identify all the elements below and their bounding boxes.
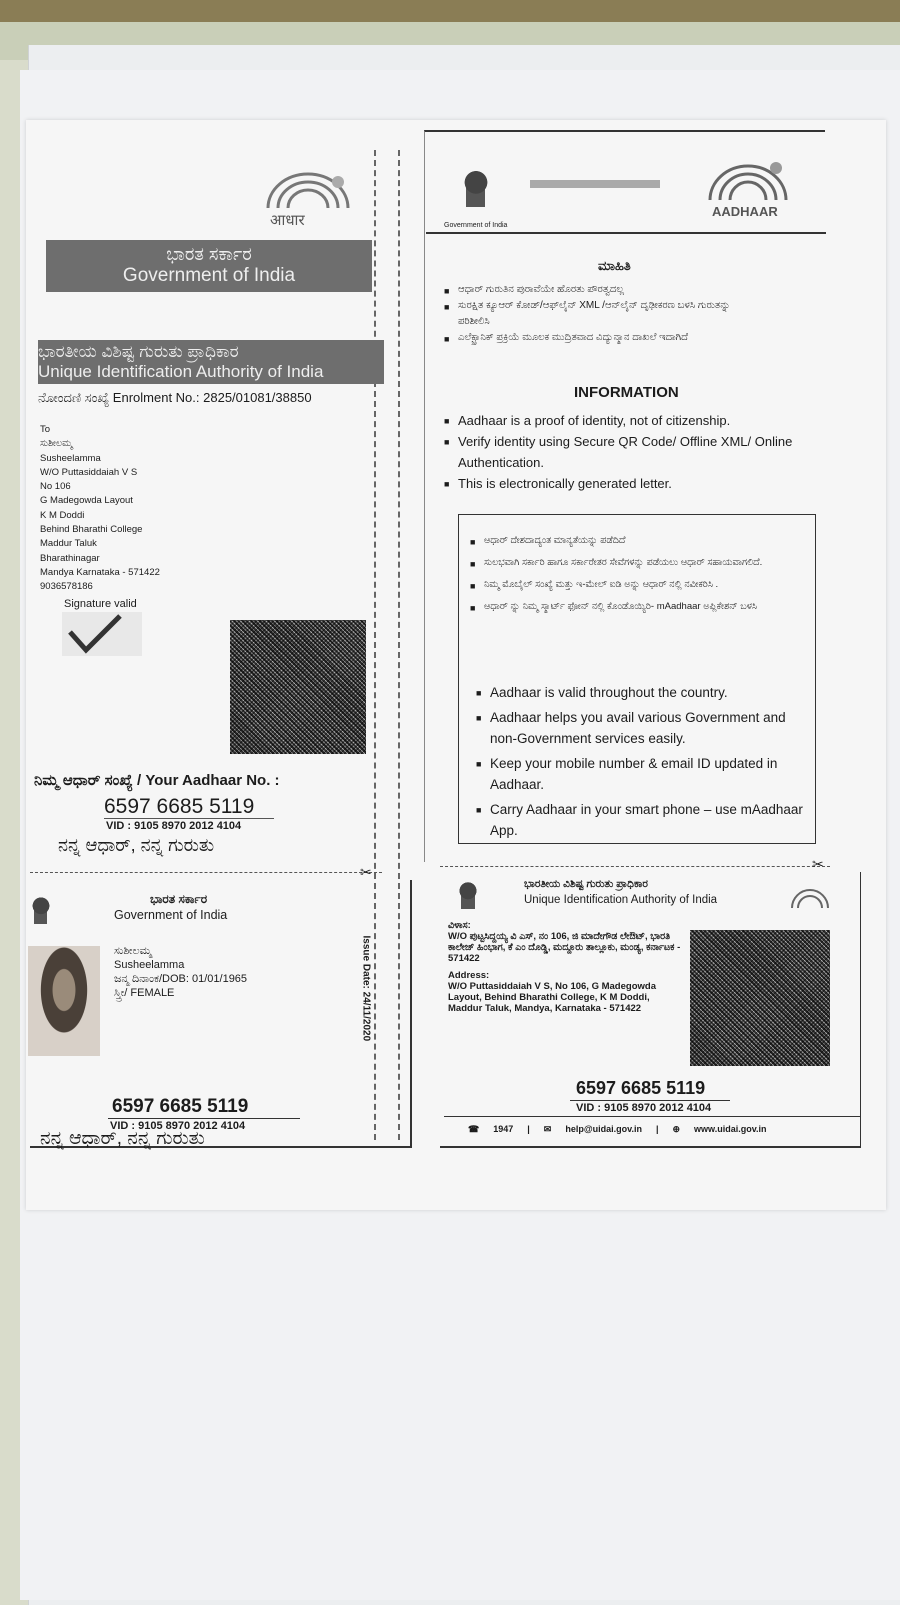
- info-item: ■ Aadhaar is a proof of identity, not of citizenship.: [444, 410, 824, 431]
- globe-icon: ⊕: [672, 1124, 681, 1134]
- information-list: [444, 410, 824, 494]
- box-en-item: ■ Aadhaar is valid throughout the country.: [476, 682, 806, 703]
- box-en-item: ■ Aadhaar helps you avail various Government and non-Government services easily.: [476, 707, 806, 749]
- gov-header-band: [46, 240, 372, 292]
- contact-footer: [468, 1124, 767, 1135]
- info-kn-item: ■ ಸುರಕ್ಷಿತ ಕ್ಯೂಆರ್ ಕೋಡ್/ಆಫ್‌ಲೈನ್ XML /ಆನ್‌ಲೈನ್ ದೃಢೀಕರಣ ಬಳಸಿ ಗುರುತನ್ನು ಪರಿಶೀಲಿಸಿ: [444, 298, 754, 330]
- aadhaar-logo-icon: [258, 168, 358, 216]
- card-tagline-kannada: ನನ್ನ ಆಧಾರ್, ನನ್ನ ಗುರುತು: [40, 1128, 205, 1149]
- card-vid: VID : 9105 8970 2012 4104: [576, 1102, 712, 1114]
- uidai-kannada: ಭಾರತೀಯ ವಿಶಿಷ್ಟ ಗುರುತು ಪ್ರಾಧಿಕಾರ: [38, 342, 239, 361]
- scissors-icon: ✂: [812, 856, 824, 872]
- card-vid: VID : 9105 8970 2012 4104: [110, 1120, 246, 1132]
- card-number-underline: [570, 1100, 730, 1101]
- redacted-text: [530, 180, 660, 188]
- header-rule: [426, 232, 826, 234]
- card-gov-english: Government of India: [114, 908, 228, 922]
- address-line: W/O Puttasiddaiah V S: [40, 466, 138, 478]
- address-kannada: W/O ಪುಟ್ಟಸಿದ್ದಯ್ಯ ವಿ ಎಸ್, ನಂ 106, ಜಿ ಮಾದೇಗೌಡ ಲೇಔಟ್, ಭಾರತಿ ಕಾಲೇಜ್ ಹಿಂಭಾಗ, ಕೆ ಎಂ ದೊಡ್ಡಿ, ಮದ್ದೂರು ತಾಲ್ಲೂಕು, ಮಂಡ್ಯ, ಕರ್ನಾಟಕ - 571422: [448, 931, 681, 964]
- info-item: ■ This is electronically generated letter.: [444, 473, 824, 494]
- card-number-underline: [108, 1118, 300, 1119]
- background-strip: [0, 0, 900, 22]
- national-emblem-icon: [30, 895, 52, 931]
- address-line: ಸುಶೀಲಮ್ಮ: [40, 438, 73, 450]
- phone-icon: ☎: [468, 1124, 480, 1134]
- help-email: help@uidai.gov.in: [565, 1124, 642, 1134]
- address-kannada-label: ವಿಳಾಸ:: [448, 920, 471, 931]
- aadhaar-logo-small-icon: [786, 880, 834, 910]
- national-emblem-icon: [460, 168, 492, 216]
- horizontal-cut-line: [30, 872, 382, 873]
- address-line: No 106: [40, 481, 71, 493]
- card-aadhaar-number: 6597 6685 5119: [112, 1096, 249, 1117]
- footer-rule: [444, 1116, 860, 1117]
- aadhaar-number: 6597 6685 5119: [104, 795, 255, 818]
- card-aadhaar-number: 6597 6685 5119: [576, 1078, 706, 1098]
- info-kannada-list: [444, 282, 754, 346]
- uidai-english: Unique Identification Authority of India: [38, 362, 324, 381]
- national-emblem-icon: [456, 880, 480, 916]
- address-line: To: [40, 424, 51, 435]
- aadhaar-logo-text: आधार: [270, 212, 305, 229]
- info-kannada-title: ಮಾಹಿತಿ: [598, 258, 631, 273]
- box-en-item: ■ Keep your mobile number & email ID updated in Aadhaar.: [476, 753, 806, 795]
- digital-signature-check-icon: [62, 612, 142, 656]
- box-kn-item: ■ ಸುಲಭವಾಗಿ ಸರ್ಕಾರಿ ಹಾಗೂ ಸರ್ಕಾರೇತರ ಸೇವೆಗಳನ್ನು ಪಡೆಯಲು ಆಧಾರ್ ಸಹಾಯವಾಗಲಿದೆ.: [470, 556, 800, 570]
- emblem-caption: Government of India: [444, 222, 508, 229]
- box-english-list: [476, 682, 806, 841]
- tagline-kannada: ನನ್ನ ಆಧಾರ್, ನನ್ನ ಗುರುತು: [58, 835, 215, 855]
- info-kn-item: ■ ಎಲೆಕ್ಟ್ರಾನಿಕ್ ಪ್ರಕ್ರಿಯೆ ಮೂಲಕ ಮುದ್ರಿತವಾದ ವಿದ್ಯುನ್ಮಾನ ದಾಖಲೆ ಇದಾಗಿದೆ: [444, 330, 754, 346]
- address-line: G Madegowda Layout: [40, 495, 133, 507]
- separator: |: [527, 1124, 530, 1134]
- box-kn-item: ■ ನಿಮ್ಮ ಮೊಬೈಲ್ ಸಂಖ್ಯೆ ಮತ್ತು ಇ-ಮೇಲ್ ಐಡಿ ಅನ್ನು ಆಧಾರ್ ನಲ್ಲಿ ನವೀಕರಿಸಿ .: [470, 578, 800, 592]
- enrolment-number: ನೋಂದಣಿ ಸಂಖ್ಯೆ Enrolment No.: 2825/01081/38850: [38, 390, 312, 405]
- address-line: Mandya Karnataka - 571422: [40, 566, 160, 578]
- card-uidai-kannada: ಭಾರತೀಯ ವಿಶಿಷ್ಟ ಗುರುತು ಪ್ರಾಧಿಕಾರ: [524, 878, 648, 890]
- info-item: ■ Verify identity using Secure QR Code/ Offline XML/ Online Authentication.: [444, 431, 824, 473]
- box-kn-item: ■ ಆಧಾರ್ ದೇಶದಾದ್ಯಂತ ಮಾನ್ಯತೆಯನ್ನು ಪಡೆದಿದೆ: [470, 534, 800, 548]
- recipient-address: [40, 423, 240, 595]
- uidai-band: [38, 340, 384, 384]
- scissors-icon: ✂: [360, 864, 372, 880]
- address-line: 9036578186: [40, 581, 93, 593]
- vid-number: VID : 9105 8970 2012 4104: [106, 820, 242, 832]
- address-line: K M Doddi: [40, 509, 85, 521]
- address-english: W/O Puttasiddaiah V S, No 106, G Madegowda Layout, Behind Bharathi College, K M Doddi, Maddur Taluk, Mandya, Karnataka - 571422: [448, 981, 656, 1014]
- holder-name-kannada: ಸುಶೀಲಮ್ಮ: [114, 945, 152, 957]
- address-line: Maddur Taluk: [40, 538, 97, 550]
- box-kn-item: ■ ಆಧಾರ್ ನ್ನು ನಿಮ್ಮ ಸ್ಮಾರ್ಟ್ ಫೋನ್ ನಲ್ಲಿ ಕೊಂಡೊಯ್ಯಿರಿ- mAadhaar ಅಪ್ಲಿಕೇಶನ್ ಬಳಸಿ: [470, 600, 800, 614]
- address-line: Susheelamma: [40, 452, 101, 464]
- information-title: INFORMATION: [574, 384, 679, 401]
- card-uidai-english: Unique Identification Authority of India: [524, 894, 718, 906]
- website: www.uidai.gov.in: [694, 1124, 767, 1134]
- number-underline: [104, 818, 274, 819]
- signature-valid-label: Signature valid: [64, 598, 137, 610]
- issue-date: Issue Date: 24/11/2020: [360, 935, 372, 1042]
- helpline-number: 1947: [493, 1124, 514, 1134]
- qr-code: [690, 930, 830, 1066]
- mail-icon: ✉: [543, 1124, 552, 1134]
- gov-english: Government of India: [122, 265, 296, 286]
- holder-name: Susheelamma: [114, 959, 185, 971]
- address-line: Bharathinagar: [40, 552, 100, 564]
- info-kn-item: ■ ಆಧಾರ್ ಗುರುತಿನ ಪುರಾವೆಯೇ ಹೊರತು ಪೌರತ್ವದಲ್ಲ: [444, 282, 754, 298]
- qr-code: [230, 620, 366, 754]
- box-kannada-list: [470, 534, 800, 614]
- address-label: Address:: [448, 970, 490, 981]
- card-holder-details: [114, 944, 247, 1000]
- aadhaar-logo-icon: [700, 156, 796, 204]
- address-line: Behind Bharathi College: [40, 524, 143, 536]
- your-aadhaar-label: ನಿಮ್ಮ ಆಧಾರ್ ಸಂಖ್ಯೆ / Your Aadhaar No. :: [34, 772, 280, 789]
- card-gov-kannada: ಭಾರತ ಸರ್ಕಾರ: [150, 892, 208, 906]
- holder-dob: ಜನ್ಮ ದಿನಾಂಕ/DOB: 01/01/1965: [114, 973, 248, 985]
- separator: |: [655, 1124, 659, 1134]
- aadhaar-logo-text: AADHAAR: [712, 204, 778, 219]
- holder-photo: [28, 946, 100, 1056]
- holder-gender: ಸ್ತ್ರೀ/ FEMALE: [114, 987, 175, 999]
- gov-kannada: ಭಾರತ ಸರ್ಕಾರ: [166, 244, 252, 264]
- box-en-item: ■ Carry Aadhaar in your smart phone – use mAadhaar App.: [476, 799, 806, 841]
- card-address-block: [448, 920, 682, 1014]
- horizontal-cut-line: [440, 866, 830, 867]
